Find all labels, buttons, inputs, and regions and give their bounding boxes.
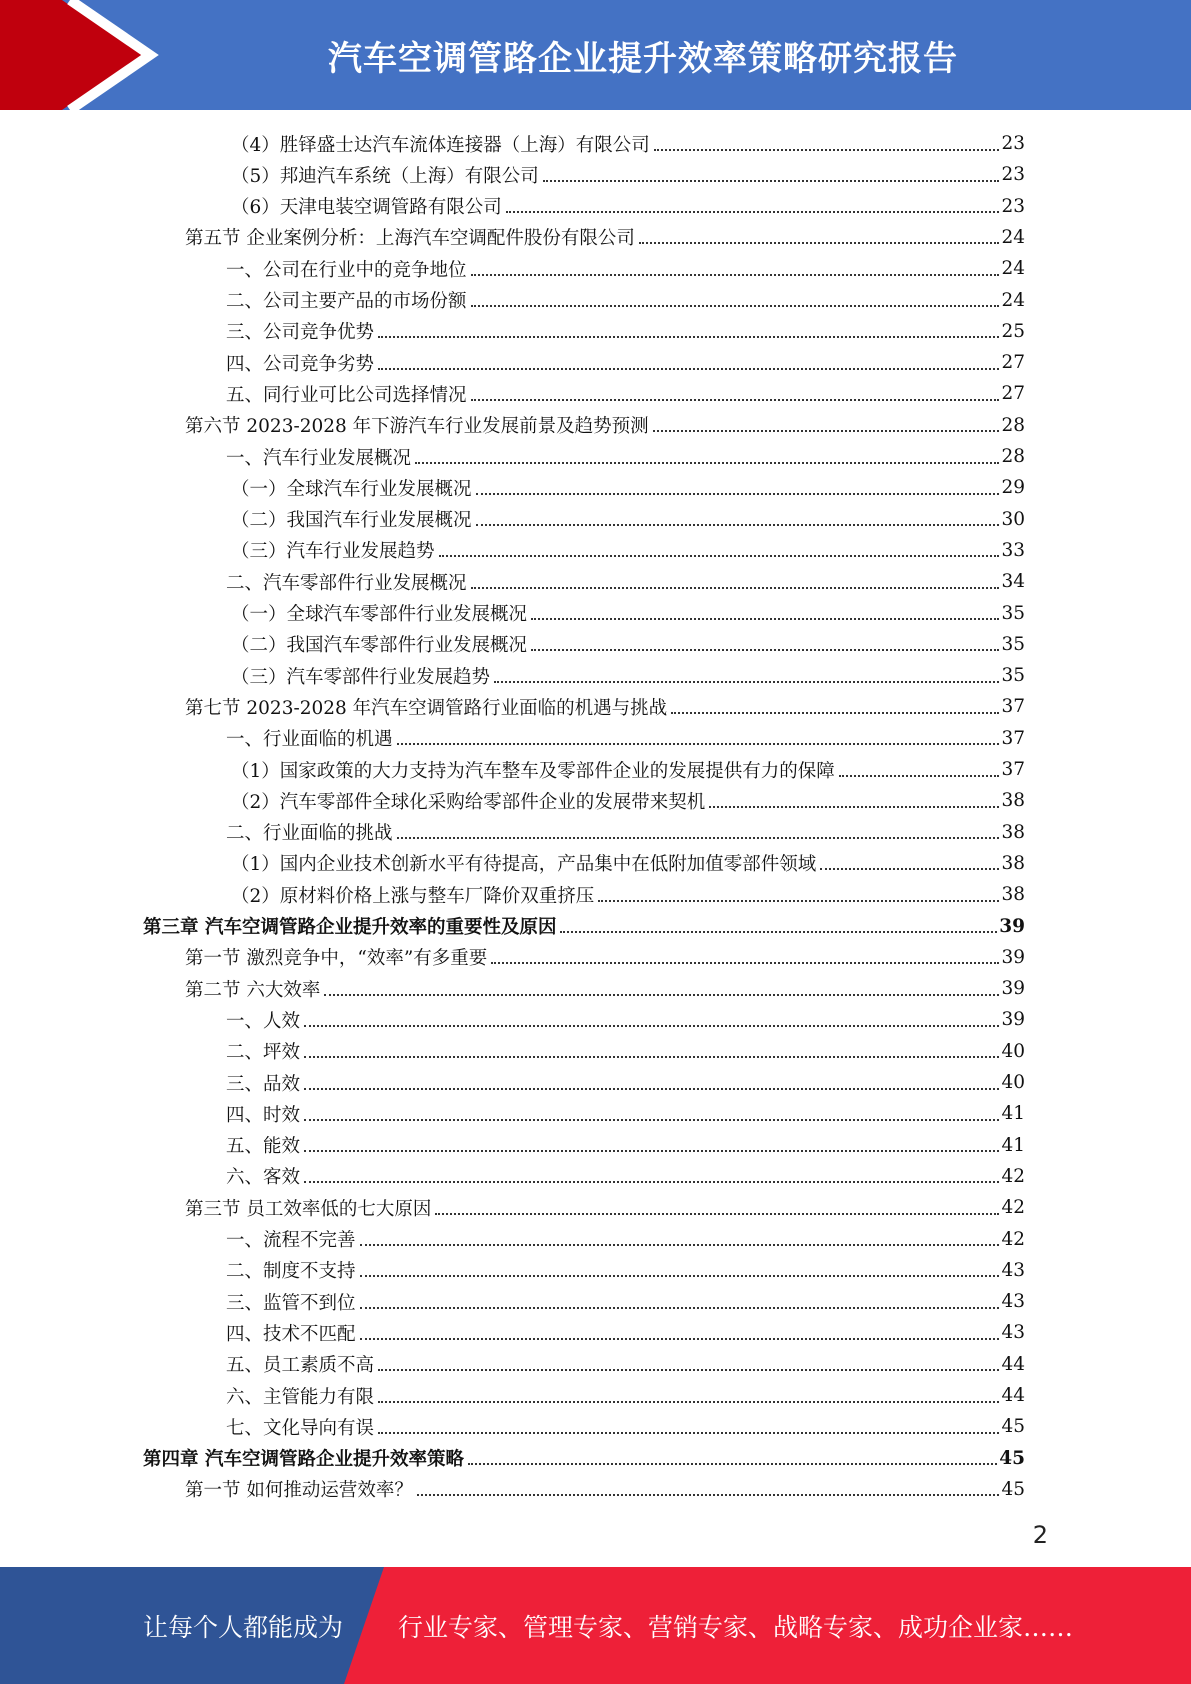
toc-entry[interactable] <box>226 566 1025 597</box>
toc-entry-page: 42 <box>1001 1228 1025 1250</box>
toc-entry-title: （4）胜铎盛士达汽车流体连接器（上海）有限公司 <box>231 134 650 156</box>
toc-dot-leader <box>598 900 999 902</box>
toc-entry-page: 23 <box>1001 164 1025 186</box>
toc-dot-leader <box>397 837 1000 839</box>
toc-entry-title: 第三章 汽车空调管路企业提升效率的重要性及原因 <box>143 917 557 938</box>
toc-entry-page: 37 <box>1001 696 1025 718</box>
toc-entry-title: 一、汽车行业发展概况 <box>226 447 412 469</box>
toc-entry-page: 29 <box>1001 477 1025 499</box>
toc-entry-title: 四、技术不匹配 <box>226 1323 356 1345</box>
toc-entry[interactable] <box>226 1224 1025 1255</box>
toc-dot-leader <box>304 1119 999 1121</box>
toc-entry-page: 30 <box>1001 508 1025 530</box>
toc-entry[interactable] <box>226 347 1025 378</box>
toc-entry-page: 35 <box>1001 665 1025 687</box>
toc-entry[interactable] <box>231 504 1025 535</box>
toc-entry-title: 四、时效 <box>226 1104 301 1126</box>
toc-dot-leader <box>304 1150 999 1152</box>
toc-entry-title: 三、公司竞争优势 <box>226 322 375 344</box>
toc-dot-leader <box>471 587 1000 589</box>
toc-entry-title: 第一节 激烈竞争中，“效率”有多重要 <box>185 948 488 970</box>
toc-dot-leader <box>471 305 1000 307</box>
toc-entry-page: 40 <box>1001 1040 1025 1062</box>
toc-entry-page: 38 <box>1001 852 1025 874</box>
toc-dot-leader <box>476 493 1000 495</box>
toc-entry[interactable] <box>185 222 1025 253</box>
toc-entry-title: 六、客效 <box>226 1167 301 1189</box>
toc-entry-title: 七、文化导向有误 <box>226 1417 375 1439</box>
toc-entry-page: 41 <box>1001 1134 1025 1156</box>
toc-entry-title: 五、能效 <box>226 1136 301 1158</box>
toc-dot-leader <box>360 1244 1000 1246</box>
toc-entry[interactable] <box>226 1098 1025 1129</box>
toc-dot-leader <box>304 1088 999 1090</box>
toc-entry-title: 二、制度不支持 <box>226 1261 356 1283</box>
toc-entry[interactable] <box>226 1067 1025 1098</box>
toc-dot-leader <box>439 555 1000 557</box>
toc-dot-leader <box>360 1275 1000 1277</box>
toc-dot-leader <box>378 368 999 370</box>
toc-entry-title: （三）汽车零部件行业发展趋势 <box>231 666 491 688</box>
toc-entry-title: （二）我国汽车行业发展概况 <box>231 510 472 532</box>
toc-dot-leader <box>378 1401 999 1403</box>
toc-entry-page: 24 <box>1001 258 1025 280</box>
toc-entry-title: 三、监管不到位 <box>226 1292 356 1314</box>
toc-entry[interactable] <box>185 942 1025 973</box>
toc-entry-page: 33 <box>1001 539 1025 561</box>
toc-dot-leader <box>839 775 1000 777</box>
toc-entry-title: 一、公司在行业中的竞争地位 <box>226 259 467 281</box>
toc-entry-page: 38 <box>1001 821 1025 843</box>
toc-dot-leader <box>304 1181 999 1183</box>
toc-entry[interactable] <box>226 1161 1025 1192</box>
report-title: 汽车空调管路企业提升效率策略研究报告 <box>328 38 958 79</box>
toc-entry-title: 五、同行业可比公司选择情况 <box>226 384 467 406</box>
toc-entry-page: 28 <box>1001 414 1025 436</box>
toc-entry-page: 24 <box>1001 289 1025 311</box>
toc-entry-title: 第一节 如何推动运营效率？ <box>185 1480 413 1502</box>
toc-entry[interactable] <box>185 691 1025 722</box>
toc-entry-page: 43 <box>1001 1322 1025 1344</box>
toc-entry-title: 五、员工素质不高 <box>226 1355 375 1377</box>
toc-entry-title: 一、行业面临的机遇 <box>226 729 393 751</box>
toc-entry[interactable] <box>185 410 1025 441</box>
toc-dot-leader <box>654 149 1000 151</box>
toc-entry-title: （一）全球汽车零部件行业发展概况 <box>231 604 528 625</box>
toc-entry[interactable] <box>231 535 1025 566</box>
toc-entry[interactable] <box>226 817 1025 848</box>
toc-dot-leader <box>435 1213 999 1215</box>
toc-entry[interactable] <box>185 1192 1025 1223</box>
toc-entry-page: 37 <box>1001 727 1025 749</box>
page-number: 2 <box>1032 1521 1048 1549</box>
toc-entry[interactable] <box>226 1130 1025 1161</box>
toc-entry-page: 42 <box>1001 1165 1025 1187</box>
toc-dot-leader <box>531 618 999 620</box>
toc-entry-page: 34 <box>1001 571 1025 593</box>
toc-entry-title: 二、坪效 <box>226 1042 301 1064</box>
toc-dot-leader <box>324 994 999 996</box>
toc-entry[interactable] <box>226 441 1025 472</box>
toc-entry-page: 23 <box>1001 133 1025 154</box>
toc-entry-title: （一）全球汽车行业发展概况 <box>231 478 472 500</box>
toc-dot-leader <box>494 681 999 683</box>
page-header <box>0 0 1191 110</box>
toc-entry-title: 二、行业面临的挑战 <box>226 823 393 845</box>
toc-entry[interactable] <box>143 1443 1025 1474</box>
toc-entry[interactable] <box>231 128 1025 159</box>
toc-entry-title: 第四章 汽车空调管路企业提升效率策略 <box>143 1449 464 1471</box>
toc-entry-page: 38 <box>1001 884 1025 906</box>
toc-entry-page: 43 <box>1001 1291 1025 1313</box>
toc-dot-leader <box>709 806 999 808</box>
toc-entry[interactable] <box>226 316 1025 347</box>
toc-dot-leader <box>543 180 1000 182</box>
toc-dot-leader <box>639 242 1000 244</box>
toc-entry-title: （2）汽车零部件全球化采购给零部件企业的发展带来契机 <box>231 791 706 813</box>
toc-entry[interactable] <box>226 1349 1025 1380</box>
toc-dot-leader <box>378 1369 999 1371</box>
footer-slogan-left: 让每个人都能成为 <box>143 1612 344 1642</box>
toc-entry[interactable] <box>231 472 1025 503</box>
toc-entry-page: 35 <box>1001 602 1025 624</box>
toc-dot-leader <box>491 962 999 964</box>
toc-entry-page: 39 <box>1001 978 1025 1000</box>
toc-entry[interactable] <box>231 879 1025 910</box>
toc-entry-title: （6）天津电装空调管路有限公司 <box>231 197 502 219</box>
toc-dot-leader <box>360 1338 1000 1340</box>
toc-entry[interactable] <box>231 191 1025 222</box>
toc-entry-title: 二、公司主要产品的市场份额 <box>226 291 467 312</box>
toc-entry-title: 二、汽车零部件行业发展概况 <box>226 572 467 594</box>
toc-entry-page: 24 <box>1001 226 1025 248</box>
toc-dot-leader <box>653 430 1000 432</box>
toc-entry-page: 45 <box>1001 1478 1025 1500</box>
toc-entry-title: （2）原材料价格上涨与整车厂降价双重挤压 <box>231 885 595 907</box>
toc-entry[interactable] <box>231 159 1025 190</box>
toc-entry[interactable] <box>226 1317 1025 1348</box>
toc-entry-page: 27 <box>1001 352 1025 374</box>
toc-entry-title: 一、流程不完善 <box>226 1230 356 1251</box>
toc-dot-leader <box>397 743 1000 745</box>
toc-entry[interactable] <box>231 785 1025 816</box>
toc-entry-page: 45 <box>1001 1416 1025 1438</box>
toc-dot-leader <box>560 931 997 933</box>
toc-entry[interactable] <box>231 754 1025 785</box>
toc-entry-page: 38 <box>1001 790 1025 812</box>
toc-entry-page: 44 <box>1001 1353 1025 1375</box>
toc-entry[interactable] <box>226 1036 1025 1067</box>
toc-entry[interactable] <box>226 1286 1025 1317</box>
toc-entry-title: （5）邦迪汽车系统（上海）有限公司 <box>231 165 539 187</box>
toc-dot-leader <box>378 336 999 338</box>
toc-entry-page: 41 <box>1001 1103 1025 1125</box>
toc-entry-page: 27 <box>1001 383 1025 405</box>
toc-dot-leader <box>471 399 1000 401</box>
toc-entry-page: 35 <box>1001 633 1025 655</box>
toc-entry[interactable] <box>226 378 1025 409</box>
toc-entry-title: （二）我国汽车零部件行业发展概况 <box>231 635 528 657</box>
toc-entry-page: 23 <box>1001 195 1025 217</box>
toc-entry-title: 第七节 2023-2028 年汽车空调管路行业面临的机遇与挑战 <box>185 697 668 719</box>
toc-dot-leader <box>671 712 999 714</box>
toc-entry-page: 37 <box>1001 759 1025 780</box>
toc-entry[interactable] <box>231 598 1025 629</box>
toc-entry-title: 第三节 员工效率低的七大原因 <box>185 1198 432 1220</box>
page-footer <box>0 1567 1191 1684</box>
toc-dot-leader <box>468 1463 997 1465</box>
toc-entry[interactable] <box>226 1411 1025 1442</box>
toc-dot-leader <box>378 1432 999 1434</box>
toc-entry[interactable] <box>143 911 1025 942</box>
toc-entry-title: 一、人效 <box>226 1010 301 1032</box>
toc-entry-page: 43 <box>1001 1259 1025 1281</box>
toc-entry[interactable] <box>185 973 1025 1004</box>
toc-entry-title: （1）国家政策的大力支持为汽车整车及零部件企业的发展提供有力的保障 <box>231 760 835 782</box>
toc-dot-leader <box>304 1025 999 1027</box>
toc-entry[interactable] <box>226 1004 1025 1035</box>
toc-entry[interactable] <box>226 723 1025 754</box>
toc-entry-title: 第六节 2023-2028 年下游汽车行业发展前景及趋势预测 <box>185 416 649 438</box>
toc-entry-page: 39 <box>1001 1009 1025 1031</box>
toc-entry-title: 第二节 六大效率 <box>185 979 321 1001</box>
toc-entry-page: 28 <box>1001 446 1025 467</box>
toc-entry[interactable] <box>231 629 1025 660</box>
toc-entry-page: 25 <box>1001 320 1025 342</box>
toc-entry-page: 40 <box>1001 1072 1025 1093</box>
toc-entry-title: 六、主管能力有限 <box>226 1386 375 1408</box>
toc-dot-leader <box>506 211 1000 213</box>
toc-dot-leader <box>471 274 1000 276</box>
toc-dot-leader <box>476 524 1000 526</box>
toc-entry[interactable] <box>231 660 1025 691</box>
footer-slogan-right: 行业专家、管理专家、营销专家、战略专家、成功企业家…… <box>398 1612 1074 1642</box>
toc-entry-title: （三）汽车行业发展趋势 <box>231 541 435 563</box>
toc-dot-leader <box>417 1494 1000 1496</box>
toc-dot-leader <box>531 649 999 651</box>
toc-entry[interactable] <box>226 1255 1025 1286</box>
toc-entry-title: （1）国内企业技术创新水平有待提高，产品集中在低附加值零部件领域 <box>231 854 817 876</box>
toc-entry-page: 42 <box>1001 1197 1025 1219</box>
toc-entry-page: 39 <box>999 915 1025 937</box>
toc-entry[interactable] <box>185 1474 1025 1505</box>
toc-entry[interactable] <box>226 285 1025 316</box>
toc-entry-title: 四、公司竞争劣势 <box>226 353 375 375</box>
toc-entry-title: 三、品效 <box>226 1073 301 1095</box>
toc-dot-leader <box>415 462 999 464</box>
toc-entry[interactable] <box>226 253 1025 284</box>
toc-dot-leader <box>820 868 999 870</box>
toc-entry-title: 第五节 企业案例分析：上海汽车空调配件股份有限公司 <box>185 228 635 250</box>
toc-dot-leader <box>360 1307 1000 1309</box>
toc-dot-leader <box>304 1056 999 1058</box>
toc-entry[interactable] <box>231 848 1025 879</box>
toc-entry-page: 39 <box>1001 946 1025 968</box>
toc-entry-page: 44 <box>1001 1385 1025 1406</box>
toc-entry[interactable] <box>226 1380 1025 1411</box>
toc-entry-page: 45 <box>999 1447 1025 1469</box>
